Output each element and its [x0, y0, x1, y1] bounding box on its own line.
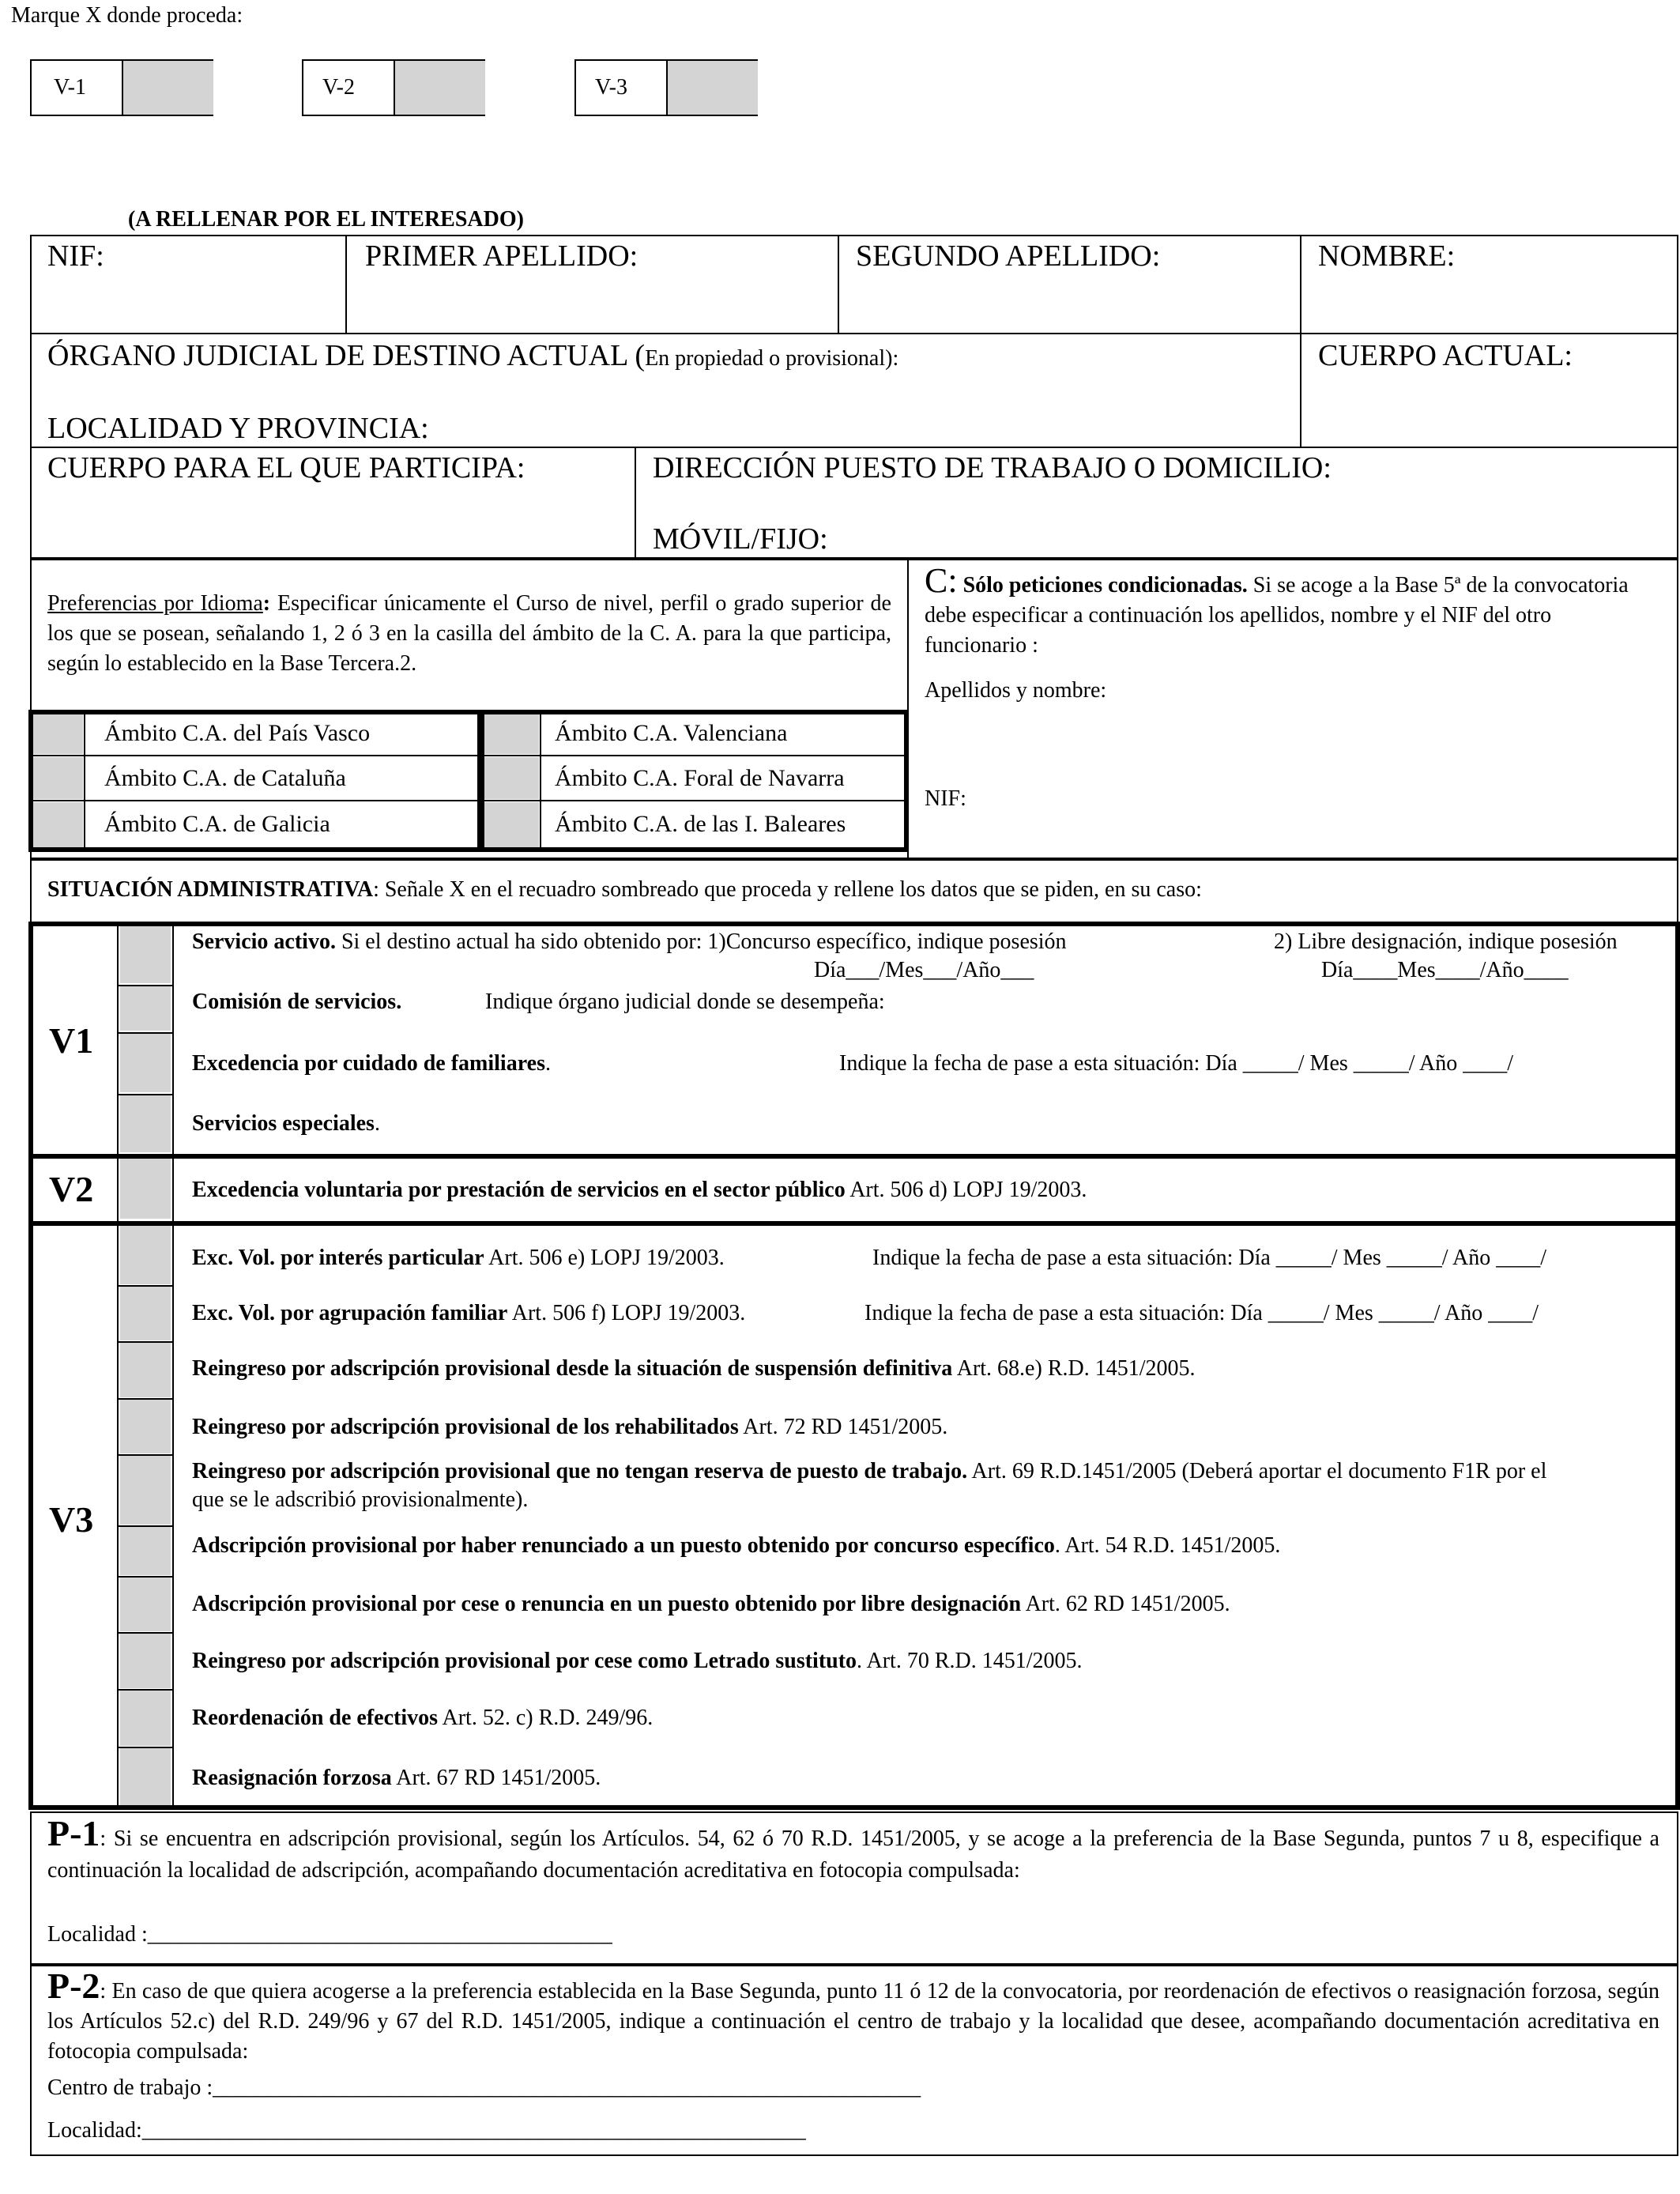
organo-note: En propiedad o provisional): — [645, 346, 899, 371]
v1-fecha-libre[interactable]: Día____Mes____/Año____ — [1321, 958, 1569, 982]
condicionadas-apellidos-field[interactable]: Apellidos y nombre: — [925, 678, 1107, 703]
ambito-check-3[interactable] — [33, 802, 83, 847]
v3-check-libre-designacion[interactable] — [120, 1578, 171, 1631]
p1-instructions: P-1: Si se encuentra en adscripción provisional, según los Artículos. 54, 62 ó 70 R.D. 1451/2005, y se acoge a la preferencia de la Base Segunda, puntos 7 u 8, especifique a continuación la localidad de adscripción, acompañando documentación acreditativa en fotocopia compulsada: — [47, 1813, 1659, 1883]
idioma-text: Especificar únicamente el Curso de nivel, perfil o grado superior de los que se posean, señalando 1, 2 ó 3 en la casilla del ámbito de la C. A. para la que participa, según lo establecido en la Base Tercera.2. — [47, 591, 891, 676]
condicionadas-letter: C: — [925, 561, 958, 600]
v3-row-libre-designacion: Adscripción provisional por cese o renuncia en un puesto obtenido por libre designación Art. 62 RD 1451/2005. — [192, 1592, 1230, 1616]
v2-label: V2 — [49, 1169, 94, 1209]
box-v3[interactable] — [574, 59, 758, 116]
idioma-instructions: Preferencias por Idioma: Especificar únicamente el Curso de nivel, perfil o grado superior de los que se posean, señalando 1, 2 ó 3 en la casilla del ámbito de la C. A. para la que participa, según lo establecido en la Base Tercera.2. — [47, 591, 891, 676]
v3-row-concurso-especifico: Adscripción provisional por haber renunciado a un puesto obtenido por concurso específico. Art. 54 R.D. 1451/2005. — [192, 1533, 1281, 1558]
v3-row-suspension: Reingreso por adscripción provisional desde la situación de suspensión definitiva Art. 68.e) R.D. 1451/2005. — [192, 1356, 1196, 1381]
organo-judicial-field[interactable] — [47, 338, 898, 373]
v3-row-letrado-sustituto: Reingreso por adscripción provisional por cese como Letrado sustituto. Art. 70 R.D. 1451/2005. — [192, 1649, 1083, 1673]
personal-data-block — [30, 235, 1678, 559]
v1-check-servicios-especiales[interactable] — [120, 1095, 171, 1152]
v1-check-comision[interactable] — [120, 986, 171, 1031]
v3-check-letrado-sustituto[interactable] — [120, 1634, 171, 1688]
box-v2-check[interactable] — [394, 61, 485, 115]
v1-comision-organo[interactable]: Indique órgano judicial donde se desempeña: — [485, 990, 885, 1014]
ambito-baleares: Ámbito C.A. de las I. Baleares — [555, 811, 846, 837]
v2-excedencia-voluntaria: Excedencia voluntaria por prestación de servicios en el sector público Art. 506 d) LOPJ 19/2003. — [192, 1178, 1087, 1202]
section-title-interesado: (A RELLENAR POR EL INTERESADO) — [128, 207, 524, 232]
v1-servicio-activo: Servicio activo. Si el destino actual ha sido obtenido por: 1)Concurso específico, indique posesión — [192, 929, 1067, 954]
box-v1-check[interactable] — [122, 61, 213, 115]
v1-libre-designacion: 2) Libre designación, indique posesión — [1274, 929, 1618, 954]
organo-label: ÓRGANO JUDICIAL DE DESTINO ACTUAL ( — [47, 339, 646, 372]
direccion-field[interactable]: DIRECCIÓN PUESTO DE TRABAJO O DOMICILIO: — [653, 451, 1332, 484]
v3-fecha-interes-particular[interactable]: Indique la fecha de pase a esta situación: Día _____/ Mes _____/ Año ____/ — [872, 1246, 1547, 1270]
v1-excedencia-familiares: Excedencia por cuidado de familiares. — [192, 1051, 551, 1076]
ambito-check-2[interactable] — [33, 757, 83, 799]
p2-localidad-field[interactable]: Localidad:____________________________________________________________ — [47, 2118, 806, 2143]
box-v1[interactable] — [30, 59, 213, 116]
v2-check[interactable] — [120, 1159, 171, 1219]
ambito-galicia: Ámbito C.A. de Galicia — [104, 811, 330, 837]
situacion-instructions: SITUACIÓN ADMINISTRATIVA: Señale X en el recuadro sombreado que proceda y rellene los datos que se piden, en su caso: — [47, 877, 1202, 902]
v1-fecha-concurso[interactable]: Día___/Mes___/Año___ — [814, 958, 1034, 982]
box-v1-label: V-1 — [54, 75, 86, 100]
ambito-check-4[interactable] — [484, 714, 539, 754]
cuerpo-actual-field[interactable]: CUERPO ACTUAL: — [1318, 339, 1573, 372]
v1-servicios-especiales: Servicios especiales. — [192, 1111, 380, 1136]
v3-check-interes-particular[interactable] — [120, 1226, 171, 1284]
situacion-title: SITUACIÓN ADMINISTRATIVA — [47, 877, 374, 902]
v3-check-agrupacion-familiar[interactable] — [120, 1287, 171, 1340]
movil-field[interactable]: MÓVIL/FIJO: — [653, 522, 828, 556]
v3-check-sin-reserva[interactable] — [120, 1456, 171, 1525]
segundo-apellido-field[interactable]: SEGUNDO APELLIDO: — [856, 239, 1161, 273]
nif-field[interactable]: NIF: — [47, 239, 104, 273]
v3-row-agrupacion-familiar: Exc. Vol. por agrupación familiar Art. 506 f) LOPJ 19/2003. — [192, 1301, 746, 1325]
v3-row-reasignacion: Reasignación forzosa Art. 67 RD 1451/2005. — [192, 1766, 601, 1790]
v3-fecha-agrupacion-familiar[interactable]: Indique la fecha de pase a esta situación: Día _____/ Mes _____/ Año ____/ — [864, 1301, 1539, 1325]
ambito-navarra: Ámbito C.A. Foral de Navarra — [555, 765, 845, 791]
box-v3-label: V-3 — [595, 75, 627, 100]
v3-check-suspension[interactable] — [120, 1343, 171, 1397]
v3-row-interes-particular: Exc. Vol. por interés particular Art. 506 e) LOPJ 19/2003. — [192, 1246, 725, 1270]
v3-check-reasignacion[interactable] — [120, 1748, 171, 1805]
nombre-field[interactable]: NOMBRE: — [1318, 239, 1456, 273]
v3-label: V3 — [49, 1499, 94, 1540]
v3-check-concurso-especifico[interactable] — [120, 1527, 171, 1575]
condicionadas-title: Sólo peticiones condicionadas. — [957, 573, 1248, 598]
v1-check-servicio-activo[interactable] — [120, 926, 171, 983]
p1-label: P-1 — [47, 1813, 100, 1853]
ambito-check-1[interactable] — [33, 714, 83, 754]
p1-localidad-field[interactable]: Localidad :__________________________________________ — [47, 1922, 612, 1947]
ambito-cataluna: Ámbito C.A. de Cataluña — [104, 765, 346, 791]
condicionadas-instructions — [925, 561, 1652, 661]
v1-excedencia-fecha[interactable]: Indique la fecha de pase a esta situación: Día _____/ Mes _____/ Año ____/ — [839, 1051, 1514, 1076]
primer-apellido-field[interactable]: PRIMER APELLIDO: — [365, 239, 638, 273]
ambito-valenciana: Ámbito C.A. Valenciana — [555, 720, 788, 746]
cuerpo-participa-field[interactable]: CUERPO PARA EL QUE PARTICIPA: — [47, 451, 525, 484]
v1-label: V1 — [49, 1020, 94, 1061]
ambito-check-6[interactable] — [484, 802, 539, 847]
mark-instruction: Marque X donde proceda: — [11, 3, 243, 28]
v1-comision: Comisión de servicios. — [192, 990, 402, 1014]
p2-centro-field[interactable]: Centro de trabajo :________________________________________________________________ — [47, 2075, 921, 2100]
ambito-pais-vasco: Ámbito C.A. del País Vasco — [104, 720, 371, 746]
v3-row-reordenacion: Reordenación de efectivos Art. 52. c) R.D. 249/96. — [192, 1706, 654, 1730]
box-v2[interactable] — [302, 59, 485, 116]
v3-row-rehabilitados: Reingreso por adscripción provisional de los rehabilitados Art. 72 RD 1451/2005. — [192, 1415, 948, 1439]
v1-check-excedencia-familiares[interactable] — [120, 1034, 171, 1092]
box-v3-check[interactable] — [666, 61, 758, 115]
localidad-provincia-field[interactable]: LOCALIDAD Y PROVINCIA: — [47, 412, 429, 445]
v3-check-rehabilitados[interactable] — [120, 1400, 171, 1453]
v3-row-sin-reserva: Reingreso por adscripción provisional que no tengan reserva de puesto de trabajo. Art. 69 R.D.1451/2005 (Deberá aportar el documento F1R por el que se le adscribió provisionalmente). — [192, 1459, 1547, 1512]
box-v2-label: V-2 — [322, 75, 355, 100]
idioma-label: Preferencias por Idioma — [47, 591, 263, 616]
p2-label: P-2 — [47, 1966, 100, 2006]
ambito-check-5[interactable] — [484, 757, 539, 799]
condicionadas-nif-field[interactable]: NIF: — [925, 786, 966, 811]
v3-check-reordenacion[interactable] — [120, 1691, 171, 1746]
condicionadas-text: Si se acoge a la Base 5ª de la convocatoria debe especificar a continuación los apellidos, nombre y el NIF del otro funcionario : — [925, 573, 1629, 658]
p2-instructions: P-2: En caso de que quiera acogerse a la preferencia establecida en la Base Segunda, punto 11 ó 12 de la convocatoria, por reordenación de efectivos o reasignación forzosa, según los Artículos 52.c) del R.D. 249/96 y 67 del R.D. 1451/2005, indique a continuación el centro de trabajo y la localidad que desee, acompañando documentación acreditativa en fotocopia compulsada: — [47, 1966, 1659, 2064]
